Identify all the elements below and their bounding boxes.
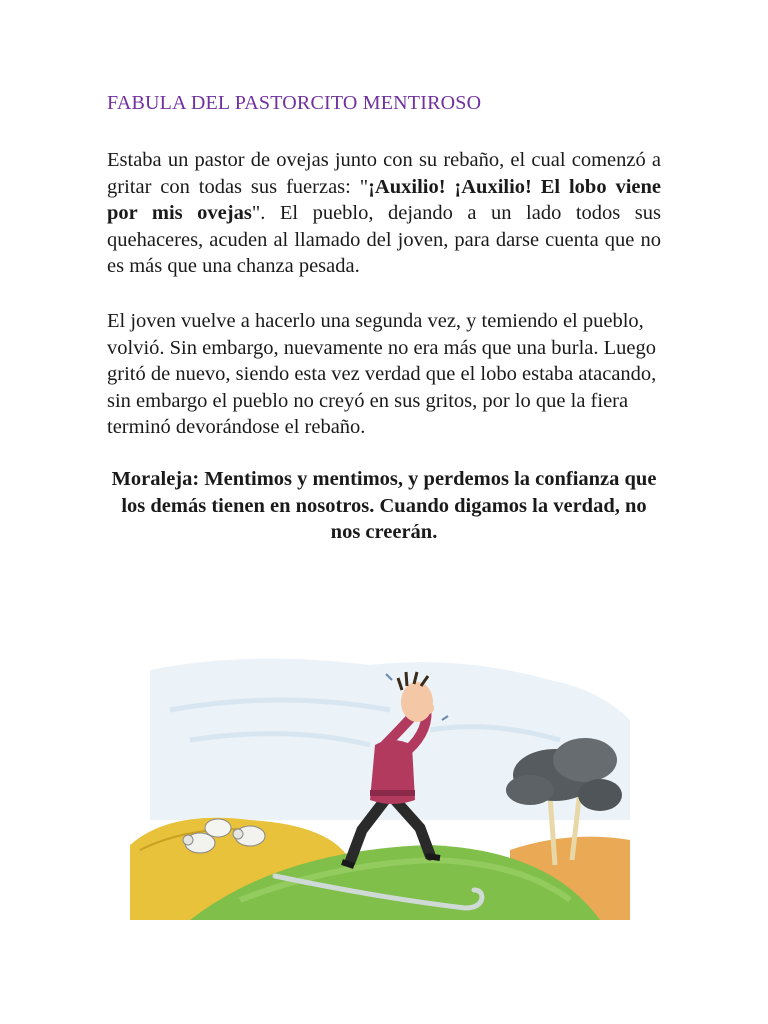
paragraph-1-intro: Estaba un pastor de ovejas junto con su rebaño, el cual comenzó a gritar con todas sus fuerzas: " bbox=[107, 149, 661, 198]
paragraph-1 bbox=[107, 147, 661, 280]
paragraph-2: El joven vuelve a hacerlo una segunda vez, y temiendo el pueblo, volvió. Sin embargo, nuevamente no era más que una burla. Luego gritó de nuevo, siendo esta vez verdad que el lobo estaba atacando, sin embargo el pueblo no creyó en sus gritos, por lo que la fiera terminó devorándose el rebaño. bbox=[107, 310, 657, 439]
moral-text: Moraleja: Mentimos y mentimos, y perdemos la confianza que los demás tienen en nosotros. Cuando digamos la verdad, no nos creerán. bbox=[111, 468, 657, 544]
paragraph-1-rest: ". El pueblo, dejando a un lado todos sus quehaceres, acuden al llamado del joven, para darse cuenta que no es más que una chanza pesada. bbox=[107, 202, 661, 278]
shepherd-illustration bbox=[130, 650, 650, 920]
paragraph-1-shout: ¡Auxilio! ¡Auxilio! El lobo viene por mis ovejas bbox=[107, 175, 661, 225]
page-title: FABULA DEL PASTORCITO MENTIROSO bbox=[107, 92, 482, 114]
